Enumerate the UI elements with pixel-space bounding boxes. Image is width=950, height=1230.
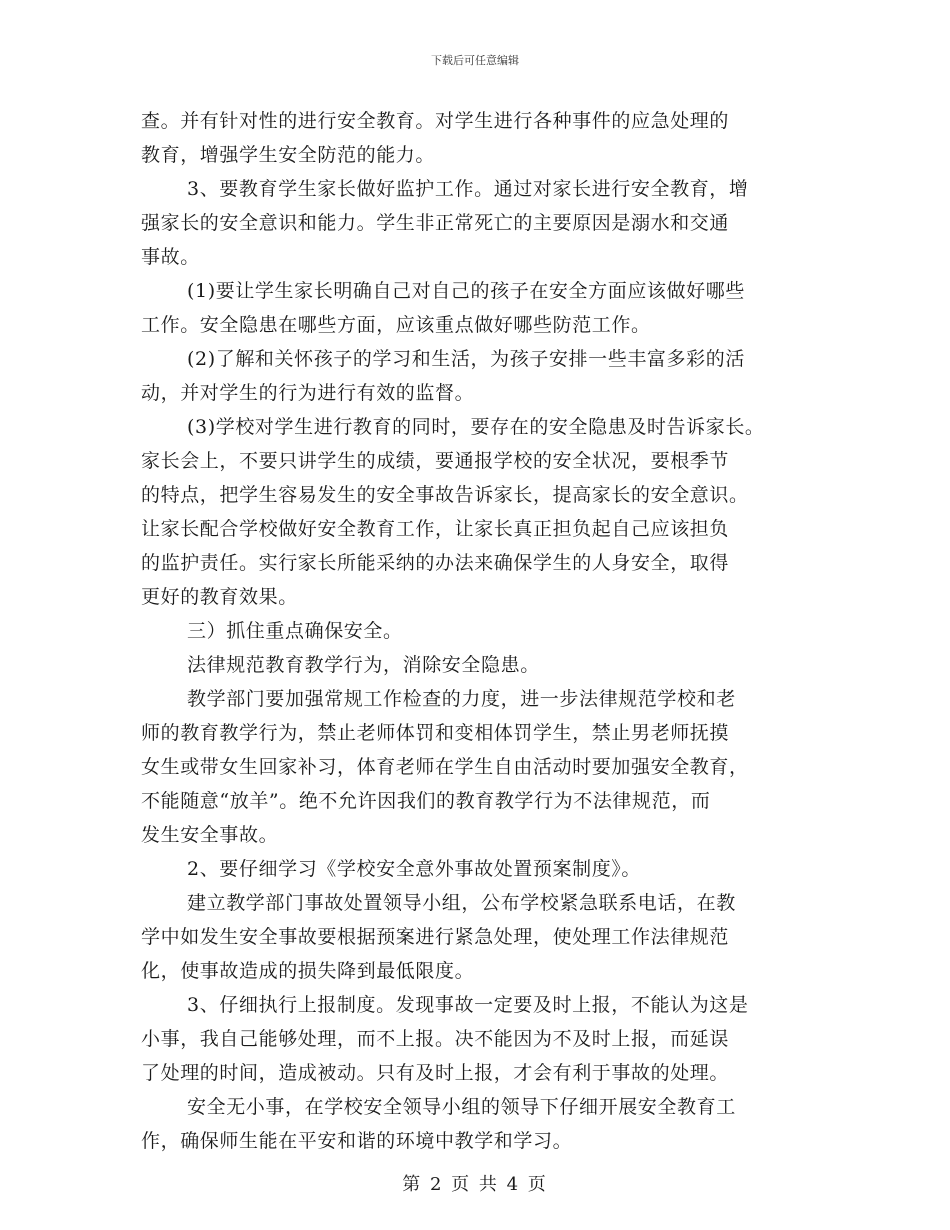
paragraph-start: (3)学校对学生进行教育的同时，要存在的安全隐患及时告诉家长。	[187, 416, 765, 438]
paragraph-start: 法律规范教育教学行为，消除安全隐患。	[187, 654, 540, 676]
text-line: 发生安全事故。	[141, 824, 279, 846]
text-line: 动，并对学生的行为进行有效的监督。	[141, 382, 475, 404]
text-line: 查。并有针对性的进行安全教育。对学生进行各种事件的应急处理的	[141, 110, 730, 132]
paragraph-start: 3、要教育学生家长做好监护工作。通过对家长进行安全教育，增	[187, 178, 749, 200]
paragraph-start: (2)了解和关怀孩子的学习和生活，为孩子安排一些丰富多彩的活	[187, 348, 745, 370]
paragraph-start: (1)要让学生家长明确自己对自己的孩子在安全方面应该做好哪些	[187, 280, 745, 302]
paragraph-start: 教学部门要加强常规工作检查的力度，进一步法律规范学校和老	[187, 688, 736, 710]
text-line: 强家长的安全意识和能力。学生非正常死亡的主要原因是溺水和交通	[141, 212, 730, 234]
text-line: 的特点，把学生容易发生的安全事故告诉家长，提高家长的安全意识。	[141, 484, 749, 506]
text-line: 不能随意“放羊”。绝不允许因我们的教育教学行为不法律规范，而	[141, 790, 711, 812]
document-body	[141, 104, 821, 1158]
text-line: 更好的教育效果。	[141, 586, 298, 608]
paragraph-start: 建立教学部门事故处置领导小组，公布学校紧急联系电话，在教	[187, 892, 736, 914]
text-line: 的监护责任。实行家长所能采纳的办法来确保学生的人身安全，取得	[141, 552, 730, 574]
text-line: 家长会上，不要只讲学生的成绩，要通报学校的安全状况，要根季节	[141, 450, 730, 472]
text-line: 事故。	[141, 246, 200, 268]
page-number-footer: 第 2 页 共 4 页	[402, 1174, 548, 1195]
text-line: 小事，我自己能够处理，而不上报。决不能因为不及时上报，而延误	[141, 1028, 730, 1050]
paragraph-start: 2、要仔细学习《学校安全意外事故处置预案制度》。	[187, 858, 641, 880]
text-line: 教育，增强学生安全防范的能力。	[141, 144, 436, 166]
text-line: 女生或带女生回家补习，体育老师在学生自由活动时要加强安全教育，	[141, 756, 749, 778]
paragraph-start: 3、仔细执行上报制度。发现事故一定要及时上报，不能认为这是	[187, 994, 749, 1016]
text-line: 师的教育教学行为，禁止老师体罚和变相体罚学生，禁止男老师抚摸	[141, 722, 730, 744]
text-line: 了处理的时间，造成被动。只有及时上报，才会有利于事故的处理。	[141, 1062, 730, 1084]
paragraph-start: 安全无小事，在学校安全领导小组的领导下仔细开展安全教育工	[187, 1096, 736, 1118]
text-line: 学中如发生安全事故要根据预案进行紧急处理，使处理工作法律规范	[141, 926, 730, 948]
page-header: 下载后可任意编辑	[431, 54, 519, 67]
text-line: 工作。安全隐患在哪些方面，应该重点做好哪些防范工作。	[141, 314, 651, 336]
text-line: 作，确保师生能在平安和谐的环境中教学和学习。	[141, 1130, 573, 1152]
section-heading: 三）抓住重点确保安全。	[187, 620, 403, 642]
text-line: 让家长配合学校做好安全教育工作，让家长真正担负起自己应该担负	[141, 518, 730, 540]
text-line: 化，使事故造成的损失降到最低限度。	[141, 960, 475, 982]
